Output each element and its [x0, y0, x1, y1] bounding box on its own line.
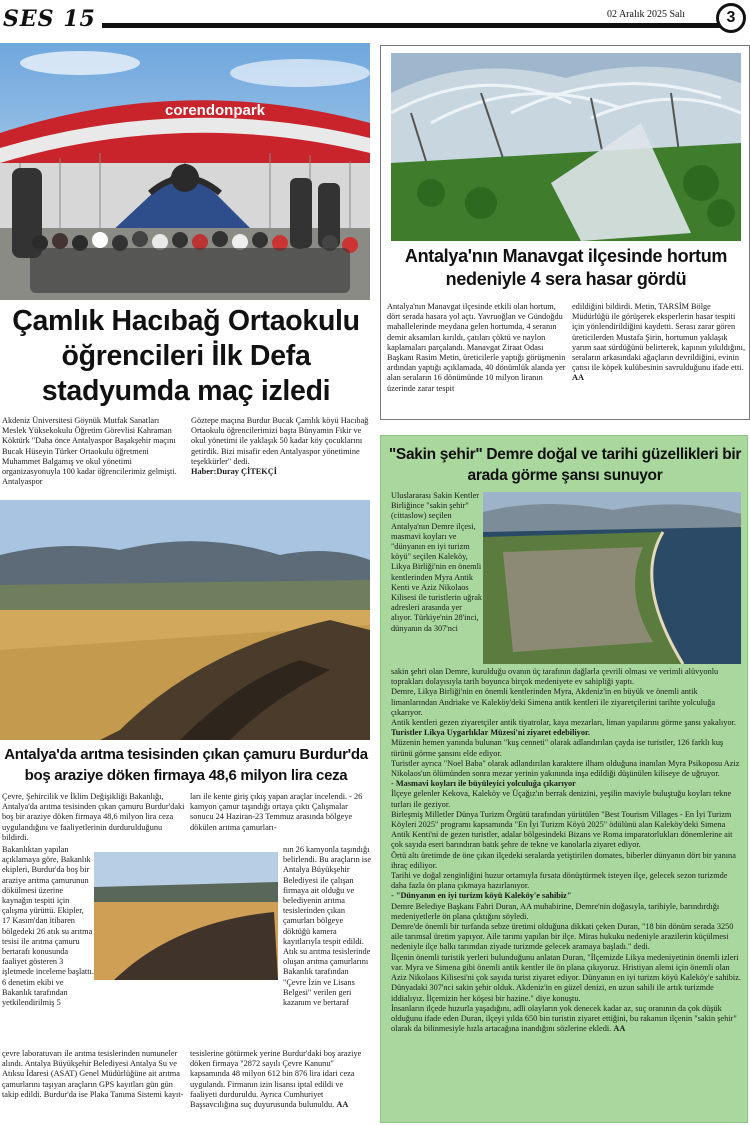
stadium-col2 — [191, 416, 372, 494]
manavgat-signoff: AA — [572, 373, 584, 383]
demre-body — [391, 667, 743, 1119]
demre-p12: İlçenin önemli turistik yerleri bulunduğunu anlatan Duran, "İlçemizde Likya medeniyetinin önemli izleri var. Myra ve Simena gibi önemli antik kentler ile ön plana çıkıyoruz. Hristiyan alemi için önemli olan Aziz Nikolaos Kilisesi'ni çok sayıda turist ziyaret ediyor. Dünyanın en iyi turizm köyü Kaleköy'e sahibiz. Dünyadaki 307'nci sakin şehir olduk. Akdeniz'in en güzel denizi, en uzun sahili ile artık turizmde iddialıyız. İlçemizin her köşesi bir hazine." diye konuştu. — [391, 952, 741, 1003]
demre-aerial-illustration — [483, 492, 741, 664]
manavgat-col2 — [572, 302, 746, 416]
masthead-rule — [102, 23, 722, 28]
issue-date: 02 Aralık 2025 Salı — [607, 9, 686, 20]
burdur-col1-wrap: Bakanlıktan yapılan açıklamaya göre, Bakanlık ekipleri, Burdur'da boş bir araziye arıtma çamurunun dökülmesi üzerine kaynağın tespiti için çalışma yürüttü. Ekipler, 17 Kasım'dan itibaren bölgedeki 26 atık su arıtma tesisi ile arıtma çamuru bertarafı konusunda faaliyet gösteren 3 işletmede inceleme başlattı. 6 denetim ekibi ve Bakanlık tarafından yetkilendirilmiş 5 — [2, 845, 94, 1008]
burdur-col2-top: ları ile kente giriş çıkış yapan araçlar incelendi. - 26 kamyon çamur taşındığı ortaya çıktı Çalışmalar sonucu 24 Haziran-23 Temmuz arasında bölgeye dökülen arıtma çamurları- — [190, 792, 363, 832]
page-number: 3 — [716, 3, 746, 33]
manavgat-col1: Antalya'nın Manavgat ilçesinde etkili olan hortum, dört serada hasara yol açtı. Yavruoğlan ve Gündoğdu mahallelerinde meydana gelen hortumda, 4 seranın demir aksamları kırıldı, çatıları çöktü ve naylon kaplamaları parçalandı. Manavgat Ziraat Odası Başkanı Rasim Metin, üreticilerle yaptığı görüşmenin ardından yaptığı açıklamada, 40 dönümlük alanda yer alan seraların 16 dönümünde 10 milyon liranın üzerinde zarar tespit — [387, 302, 566, 393]
demre-intro: Uluslararası Sakin Kentler Birliğince "sakin şehir" (cittaslow) seçilen Antalya'nın Demre ilçesi, masmavi koyları ve "dünyanın en iyi turizm köyü" seçilen Kaleköy, Likya Birliği'nin en önemli kentlerinden Myra Antik Kenti ve Aziz Nikolaos Kilisesi ile turistlerin uğrak adresleri arasında yer alıyor. Türkiye'nin 28'inci, dünyanın da 307'nci — [391, 491, 483, 633]
demre-aerial-photo — [483, 492, 741, 664]
demre-subhead-1: Turistler Likya Uygarlıklar Müzesi'ni ziyaret edebiliyor. — [391, 728, 590, 738]
demre-p6: İlçeye gelenler Kekova, Kaleköy ve Üçağız'ın berrak denizini, yeşilin maviyle buluştuğu koyları tekne turları ile geziyor. — [391, 789, 732, 809]
manavgat-col2-text: edildiğini bildirdi. Metin, TARSİM Bölge Müdürlüğü ile görüşerek eksperlerin hasar tespiti için yönlendirildiğini kaydetti. Serası zarar gören üreticilerden Mustafa Şirin, hortumun yaklaşık yarım saat sürdüğünü belirterek, kapının yıkıldığını, seraların arkasındaki ağaçların devrildiğini, evinin çatısı ile köpek kulübesinin savrulduğunu ifade etti. — [572, 302, 746, 373]
demre-p11: Demre'de önemli bir turfanda sebze üretimi olduğuna dikkati çeken Duran, "18 bin dönüm serada 3250 aile tarımsal üretim yapıyor. Aile tarımı yapılan bir ilçe. Miras hukuku nedeniyle arazilerin küçülmesi nedeniyle ilçe halkı tarımdan ziyade turizmde gelecek aramaya başladı." dedi. — [391, 922, 734, 952]
field-illustration — [0, 500, 370, 740]
demre-p3: Antik kentleri gezen ziyaretçiler antik tiyatrolar, kaya mezarları, liman yapılarını görme şansı yakalıyor. — [391, 718, 737, 728]
demre-p13: İnsanların ilçede huzurla yaşadığını, adli olayların yok denecek kadar az, suç oranının da çok düşük olduğunu ifade eden Duran, ilçeyi yılda 650 bin turistin ziyaret ettiğini, bu rakamın ilçenin "sakin şehir" olarak da bilinmesiyle hızla artacağına inandığını sözlerine ekledi. — [391, 1003, 737, 1034]
demre-box — [380, 435, 748, 1123]
demre-p5: Turistler ayrıca "Noel Baba" olarak adlandırılan karaktere ilham olduğuna inanılan Myra Psikoposu Aziz Nikolaos'un ölümünden sonra mezar yerinin yakınında inşa edildiği düşünülen kiliseye de uğruyor. — [391, 758, 740, 779]
demre-p10: Demre Belediye Başkanı Fahri Duran, AA muhabirine, Demre'nin doğasıyla, tarihiyle, barındırdığı medeniyetlerle ön plana çıktığını söyledi. — [391, 901, 720, 921]
field-photo — [0, 500, 370, 740]
demre-p8: Örtü altı üretimde de öne çıkan ilçedeki seralarda yetiştirilen domates, biberler dünyanın dört bir yanına ihraç ediliyor. — [391, 850, 736, 870]
greenhouse-photo — [391, 53, 741, 241]
stadium-col2-text: Göztepe maçına Burdur Bucak Çamlık köyü Hacıbağ Ortaokulu öğrencilerimizi başta Bünyamin Fikir ve okul yönetimi ile yaklaşık 50 kadar köy çocuklarını getirdik. Bizi misafir eden Antalyaspor yönetimine teşekkürler" dedi. — [191, 416, 369, 466]
burdur-col1-full: çevre laboratuvarı ile arıtma tesislerinden numuneler alındı. Antalya Büyükşehir Belediyesi Antalya Su ve Atıksu İdaresi (ASAT) Genel Müdürlüğüne ait arıtma çamurlarını taşıyan araçların GPS kayıtları gün gün takip edildi. Burdur'da ise Plaka Tanıma Sistemi kayıt- — [2, 1049, 184, 1099]
stadium-photo — [0, 43, 370, 300]
burdur-headline: Antalya'da arıtma tesisinden çıkan çamuru Burdur'da boş araziye döken firmaya 48,6 milyon lira ceza — [4, 746, 368, 784]
stadium-banner: corendonpark — [165, 102, 266, 119]
demre-p7: Birleşmiş Milletler Dünya Turizm Örgütü tarafından yürütülen "Best Tourism Villages - En İyi Turizm Köyleri 2025" programı kapsamında "En İyi Turizm Köyü 2025" ödülünü alan Kaleköy'deki Simena Antik Kenti'ni de gezen turistler, adalar bölgesindeki Bizans ve Roma imparatorlukları dönemlerine ait çok sayıda eseri barındıran batık şehre de tekne ve kanolarla ziyaret ediyor. — [391, 809, 733, 850]
demre-p9: Tarihi ve doğal zenginliğini huzur ortamıyla fırsata dönüştürmek isteyen ilçe, gelecek sezon turizmde daha fazla ön plana çıkmaya hazırlanıyor. — [391, 871, 728, 891]
burdur-col2-full — [190, 1049, 372, 1123]
manavgat-headline: Antalya'nın Manavgat ilçesinde hortum nedeniyle 4 sera hasar gördü — [404, 246, 728, 289]
manavgat-box — [380, 45, 750, 420]
demre-signoff: AA — [613, 1024, 626, 1034]
stadium-headline: Çamlık Hacıbağ Ortaokulu öğrencileri İlk Defa stadyumda maç izledi — [12, 305, 360, 407]
demre-p2: Demre, Likya Birliği'nin en önemli kentlerinden Myra, Akdeniz'in en büyük ve önemli antik limanlarından Andriake ve Kaleköy'deki Simena antik kentleri ile ziyaretçilerini tarihte yolculuğa çıkarıyor. — [391, 687, 716, 717]
demre-headline: "Sakin şehir" Demre doğal ve tarihi güzellikleri bir arada görme şansı sunuyor — [388, 446, 742, 484]
greenhouse-illustration — [391, 53, 741, 241]
dumpsite-illustration — [94, 852, 278, 980]
stadium-illustration — [0, 43, 370, 300]
burdur-signoff: AA — [336, 1100, 349, 1110]
newspaper-brand: SES 15 — [3, 6, 96, 32]
stadium-col1: Akdeniz Üniversitesi Göynük Mutfak Sanatları Meslek Yüksekokulu Öğretim Görevlisi Kahraman Köktürk "Daha önce Antalyaspor Başakşehir maçını Bucak Hüseyin Türker Ortaokulu öğretmeni Muhammet Balgamış ve okul yönetimi organizasyonuyla 100 kadar öğrencilerimiz gelmişti. Antalyaspor — [2, 416, 177, 487]
dumpsite-photo — [94, 852, 278, 980]
burdur-col2-full-text: tesislerine götürmek yerine Burdur'daki boş araziye döken firmaya "2872 sayılı Çevre Kanunu" kapsamında 48 milyon 612 bin 876 lira idari ceza uygulandı. Firmanın izin lisansı iptal edildi ve faaliyeti durduruldu. Ayrıca Cumhuriyet Başsavcılığına suç duyurusunda bulunuldu. — [190, 1049, 362, 1110]
demre-p4: Müzenin hemen yanında bulunan "kuş cenneti" olarak adlandırılan çayda ise turistler, 126 farklı kuş türünü görme şansını elde ediyor. — [391, 738, 724, 758]
demre-subhead-2: - Masmavi koyları ile büyüleyici yolculuğa çıkarıyor — [391, 779, 576, 789]
masthead — [0, 0, 750, 36]
demre-subhead-3: - "Dünyanın en iyi turizm köyü Kaleköy'e sahibiz" — [391, 891, 572, 901]
stadium-byline: Haber:Duray ÇİTEKÇİ — [191, 467, 277, 477]
demre-p1: sakin şehri olan Demre, kurulduğu ovanın üç tarafının dağlarla çevrili olması ve verimli alüvyonlu toprakları dolayısıyla tarih boyunca birçok medeniyete ev sahipliği yaptı. — [391, 667, 719, 687]
burdur-lead: Çevre, Şehircilik ve İklim Değişikliği Bakanlığı, Antalya'da arıtma tesisinden çıkan çamuru Burdur'daki boş bir araziye döken firmaya 48,6 milyon lira ceza uygulandığını ve faaliyetlerinin durdurulduğunu bildirdi. — [2, 792, 185, 842]
burdur-col2-wrap: nın 26 kamyonla taşındığı belirlendi. Bu araçların ise Antalya Büyükşehir Belediyesi ile çalışan firmaya ait olduğu ve belediyenin arıtma tesislerinden çıkan çamurları bölgeye döktüğü kamera kayıtlarıyla tespit edildi. Atık su arıtma tesislerinde oluşan arıtma çamurlarını Bakanlık tarafından "Çevre İzin ve Lisans Belgesi" verilen geri kazanım ve bertaraf — [283, 845, 372, 1008]
